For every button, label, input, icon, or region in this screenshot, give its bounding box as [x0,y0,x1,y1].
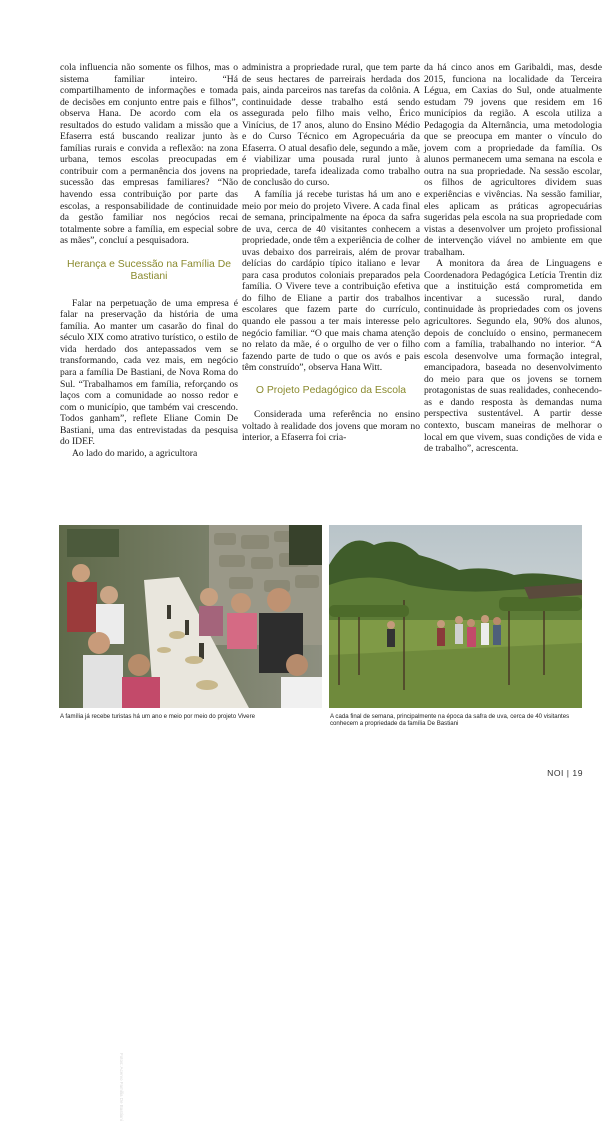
photo-caption-left: A família já recebe turistas há um ano e meio por meio do projeto Vivere [60,713,255,720]
paragraph: cola influencia não somente os filhos, mas o sistema familiar inteiro. “Há compartilhamento de informações e tomada de decisões em conjunto entre pais e filhos”, observa Hana. De acordo com ela os resultados do estudo validam a missão que a Efaserra está buscando realizar junto às famílias rurais e convida a reflexão: na zona urbana, temos escolas preocupadas em contribuir com a permanência dos jovens na sucessão das empresas familiares? “Não havendo essa contribuição por parte das escolas, a responsabilidade de continuidade da gestão familiar nos negócios recai totalmente sobre a família, em especial sobre as mães”, concluí a pesquisadora. [60,62,238,247]
paragraph: da há cinco anos em Garibaldi, mas, desde 2015, funciona na localidade da Terceira Légua, em Caxias do Sul, onde atualmente estudam 79 jovens que residem em 16 municípios da região. A escola utiliza a Pedagogia da Alternância, uma metodologia que se preocupa em manter o vínculo do jovem com a propriedade da família. Os alunos permanecem uma semana na escola e outra na sua propriedade. Na sessão escolar, os filhos de agricultores dividem suas experiências e vivências. Na sessão familiar, eles aplicam as práticas agropecuárias sugeridas pela escola na sua propriedade com vistas a desenvolver um projeto profissional de intervenção viável no ambiente em que trabalham. [424,62,602,258]
family-dinner-illustration [59,525,322,708]
text-column-3 [424,62,602,455]
paragraph: Ao lado do marido, a agricultora [72,447,198,459]
vineyard-illustration [329,525,582,708]
paragraph: A monitora da área de Linguagens e Coordenadora Pedagógica Letícia Trentin diz que a instituição está comprometida em incentivar a sucessão rural, dando continuidade às propriedades com os jovens agricultores. Segundo ela, 90% dos alunos, depois de concluído o ensino, permanecem com a família, trabalhando no interior. “A escola desenvolve uma formação integral, emancipadora, baseada no desenvolvimento do meio para que os jovens se tornem protagonistas de suas realidades, conhecendo-as e dando resposta às demandas numa perspectiva sustentável. A partir desse contexto, buscam maneiras de melhorar o local em que vivem, suas condições de vida e de trabalho”, acrescenta. [424,258,602,455]
section-subheading: Herança e Sucessão na Família De Bastiani [66,258,232,283]
paragraph: Falar na perpetuação de uma empresa é falar na preservação da história de uma família. Ao manter um casarão do final do século XIX como atrativo turístico, o estilo de vida herdado dos antepassados vem se transformando, cada vez mais, em negócio para a família De Bastiani, de Nova Roma do Sul. “Trabalhamos em família, reforçando os laços com a comunidade ao nosso redor e com o município, que também vai crescendo. Todos ganham”, reflete Eliane Comin De Bastiani, uma das entrevistadas da pesquisa do IDEF. [60,297,238,448]
paragraph: Considerada uma referência no ensino voltado à realidade dos jovens que moram no interior, a Efaserra foi cria- [242,409,420,444]
page-footer: NOI | 19 [547,768,583,778]
paragraph: administra a propriedade rural, que tem parte de seus hectares de parreirais herdada dos pais, ainda parceiros nas tarefas da colônia. A continuidade desse trabalho está sendo assegurada pelo filho mais velho, Érico Vinícius, de 17 anos, aluno do Ensino Médio e do Curso Técnico em Agropecuária da Efaserra. O atual desafio dele, segundo a mãe, é viabilizar uma pousada rural junto à propriedade, tarefa idealizada como trabalho de conclusão do curso. [242,62,420,189]
paragraph: A família já recebe turistas há um ano e meio por meio do projeto Vivere. A cada final de semana, principalmente na época da safra de uva, cerca de 40 visitantes conhecem a propriedade, onde têm a experiência de colher uvas debaixo dos parreirais, além de provar delícias do cardápio típico italiano e levar para casa produtos coloniais preparados pela família. O Vivere teve a contribuição efetiva do filho de Eliane a partir dos trabalhos escolares que fazem parte do currículo, quando ele passou a ter mais interesse pelo negócio familiar. “O que mais chama atenção no relato da mãe, é o orgulho de ver o filho fazendo parte de tudo o que os avós e pais têm construído”, observa Hana Witt. [242,189,420,374]
section-subheading: O Projeto Pedagógico da Escola [255,384,407,396]
photo-caption-right: A cada final de semana, principalmente na época da safra de uva, cerca de 40 visitantes conhecem a propriedade da família De Bastiani [330,713,570,728]
vineyard-visitors-photo [329,525,582,708]
text-column-1 [60,62,238,459]
text-column-2 [242,62,420,444]
photo-credit: Fotos: Acervo Família De Bastiani [119,1053,124,1121]
